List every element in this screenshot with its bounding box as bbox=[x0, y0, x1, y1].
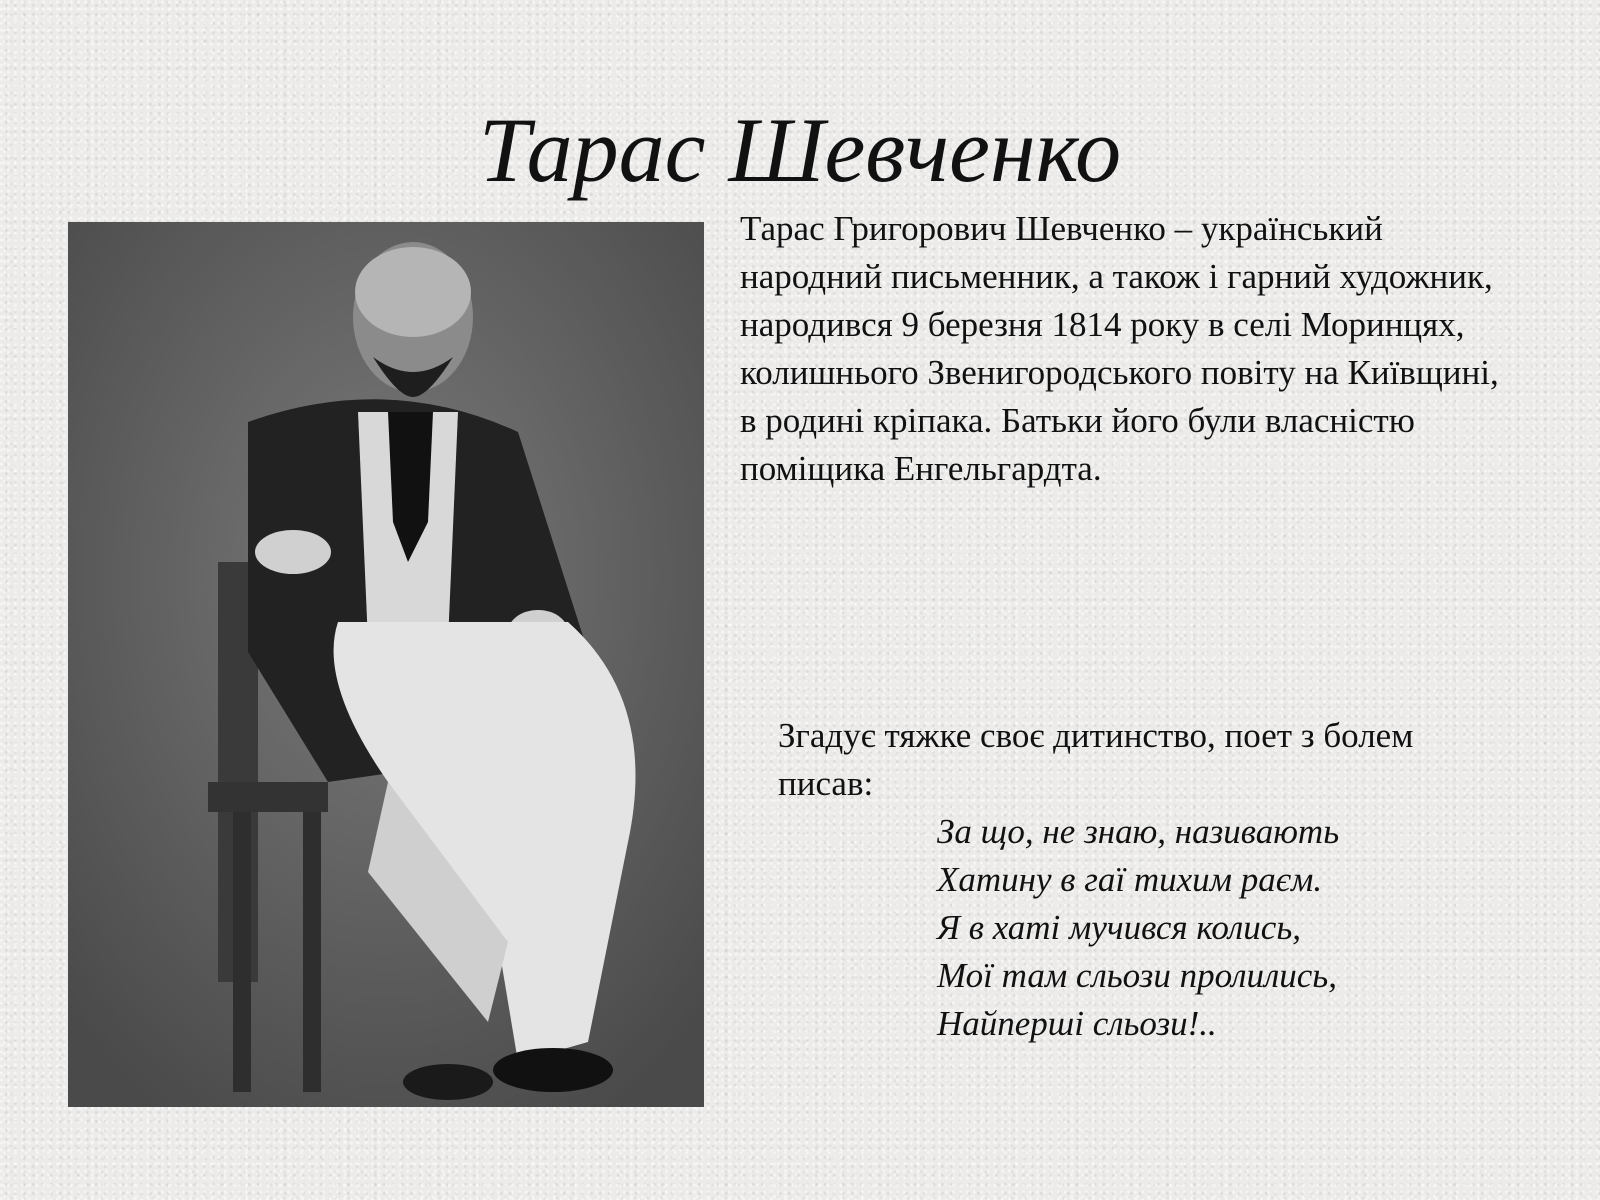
poem-line: Найперші сльози!.. bbox=[937, 1004, 1217, 1043]
poem-line: За що, не знаю, називають bbox=[937, 812, 1340, 851]
poem-line: Мої там сльози пролились, bbox=[937, 956, 1337, 995]
portrait-photo bbox=[68, 222, 704, 1107]
seated-man-photo-icon bbox=[68, 222, 704, 1107]
poem-line: Хатину в гаї тихим раєм. bbox=[937, 860, 1323, 899]
poem-lead-in: Згадує тяжке своє дитинство, поет з болем писав: bbox=[778, 716, 1414, 803]
poem-line: Я в хаті мучився колись, bbox=[937, 908, 1302, 947]
intro-paragraph: Тарас Григорович Шевченко – український народний письменник, а також і гарний художник, народився 9 березня 1814 року в селі Моринцях, колишнього Звенигородського повіту на Київщині, в родині кріпака. Батьки його були власністю поміщика Енгельгардта. bbox=[740, 209, 1499, 488]
slide-title: Тарас Шевченко bbox=[478, 99, 1122, 201]
poem-stanza bbox=[937, 808, 1557, 1048]
